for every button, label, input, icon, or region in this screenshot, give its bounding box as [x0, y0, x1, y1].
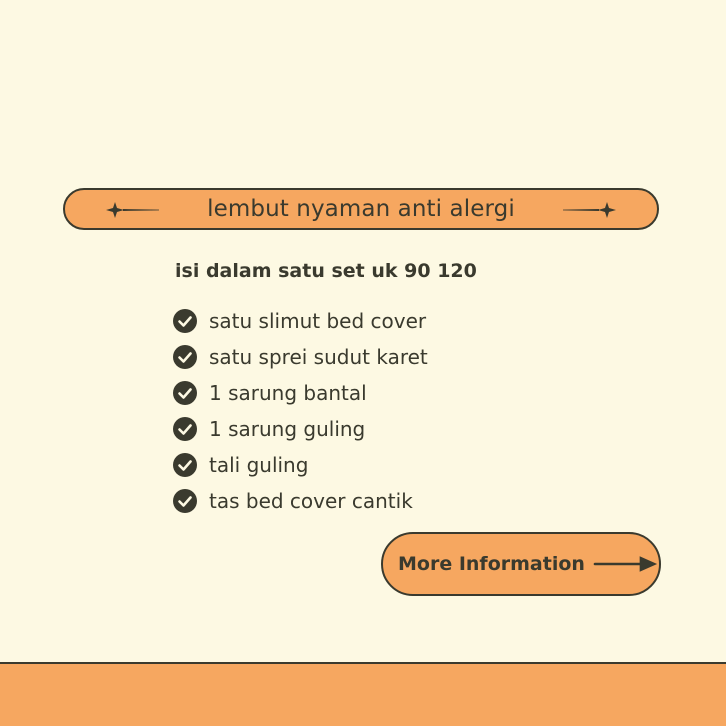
list-item	[173, 375, 428, 411]
sparkle-left-icon	[105, 201, 159, 219]
list-item	[173, 339, 428, 375]
headline-banner	[63, 188, 659, 230]
list-item-label: 1 sarung guling	[209, 417, 366, 441]
headline-text: lembut nyaman anti alergi	[207, 196, 515, 222]
list-item	[173, 483, 428, 519]
list-item	[173, 447, 428, 483]
more-information-label: More Information	[398, 553, 585, 575]
list-item-label: tali guling	[209, 453, 309, 477]
checkmark-circle-icon	[173, 453, 197, 477]
footer-bar	[0, 662, 726, 726]
set-contents-title: isi dalam satu set uk 90 120	[175, 260, 477, 282]
arrow-right-icon	[593, 554, 659, 574]
list-item-label: satu sprei sudut karet	[209, 345, 428, 369]
list-item	[173, 411, 428, 447]
contents-list	[173, 303, 428, 519]
checkmark-circle-icon	[173, 345, 197, 369]
checkmark-circle-icon	[173, 489, 197, 513]
list-item-label: tas bed cover cantik	[209, 489, 413, 513]
checkmark-circle-icon	[173, 309, 197, 333]
list-item-label: 1 sarung bantal	[209, 381, 367, 405]
list-item-label: satu slimut bed cover	[209, 309, 427, 333]
sparkle-right-icon	[563, 201, 617, 219]
checkmark-circle-icon	[173, 417, 197, 441]
list-item	[173, 303, 428, 339]
more-information-button[interactable]	[381, 532, 661, 596]
checkmark-circle-icon	[173, 381, 197, 405]
